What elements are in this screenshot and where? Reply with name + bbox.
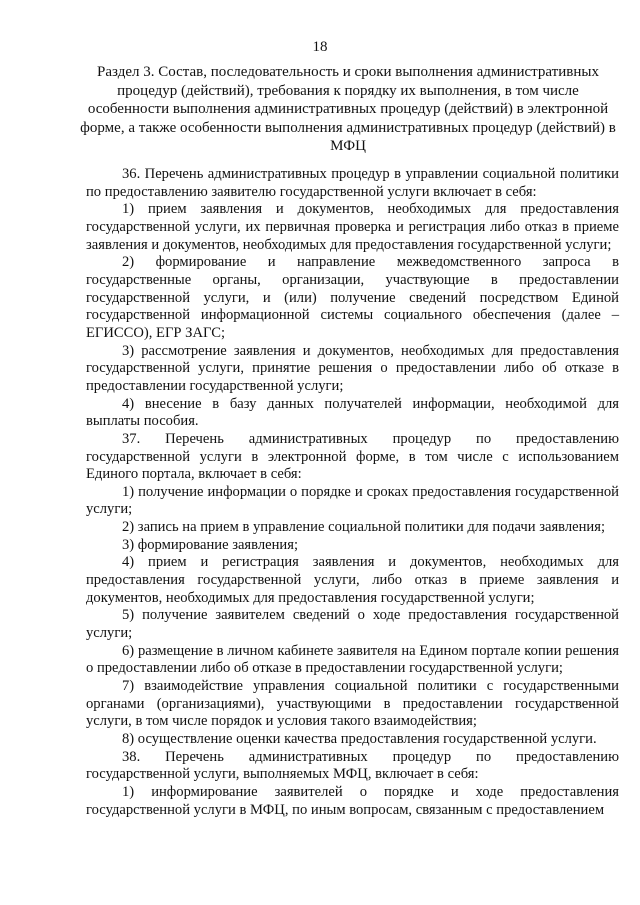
paragraph-38-item-1: 1) информирование заявителей о порядке и ходе предоставления государственной услуги в МФЦ, по иным вопросам, связанным с предоставлением	[86, 783, 619, 818]
paragraph-37-item-6: 6) размещение в личном кабинете заявителя на Едином портале копии решения о предоставлении либо об отказе в предоставлении государственной услуги;	[86, 642, 619, 677]
paragraph-37-item-2: 2) запись на прием в управление социальной политики для подачи заявления;	[122, 519, 606, 536]
paragraph-36: 36. Перечень административных процедур в управлении социальной политики по предоставлению заявителю государственной услуги включает в себя:	[86, 166, 619, 200]
paragraph-37-item-7: 7) взаимодействие управления социальной политики с государственными органами (организациями), участвующими в предоставлении государственной услуги, в том числе порядок и условия такого взаимодействия;	[86, 678, 619, 730]
paragraph-36-item-4: 4) внесение в базу данных получателей информации, необходимой для выплаты пособия.	[86, 395, 619, 430]
paragraph-36-item-1: 1) прием заявления и документов, необходимых для предоставления государственной услуги, их первичная проверка и регистрация либо отказ в приеме заявления и документов, необходимых для предоставления государственной услуги;	[86, 201, 619, 253]
paragraph-36-item-2: 2) формирование и направление межведомственного запроса в государственные органы, организации, участвующие в предоставлении государственной услуги, и (или) получение сведений посредством Единой государственной информационной системы социального обеспечения (далее – ЕГИССО), ЕГР ЗАГС;	[86, 254, 619, 341]
paragraph-36-item-3: 3) рассмотрение заявления и документов, необходимых для предоставления государственной услуги, принятие решения о предоставлении либо об отказе в предоставлении государственной услуги;	[86, 342, 619, 394]
paragraph-37-item-4: 4) прием и регистрация заявления и документов, необходимых для предоставления государственной услуги, либо отказ в приеме заявления и документов, необходимых для предоставления государственной услуги;	[86, 554, 619, 606]
document-body	[86, 166, 619, 819]
paragraph-37-item-5: 5) получение заявителем сведений о ходе предоставления государственной услуги;	[86, 607, 619, 642]
paragraph-38: 38. Перечень административных процедур по предоставлению государственной услуги, выполняемых МФЦ, включает в себя:	[86, 748, 619, 783]
paragraph-37-item-1: 1) получение информации о порядке и сроках предоставления государственной услуги;	[86, 483, 619, 518]
paragraph-37-item-3: 3) формирование заявления;	[122, 536, 298, 553]
page-number: 18	[312, 39, 328, 55]
section-heading: Раздел 3. Состав, последовательность и сроки выполнения административных процедур (действий), требования к порядку их выполнения, в том числе особенности выполнения административных процедур (действий) в электронной форме, а также особенности выполнения административных процедур (действий) в МФЦ	[80, 64, 616, 154]
paragraph-37: 37. Перечень административных процедур по предоставлению государственной услуги в электронной форме, в том числе с использованием Единого портала, включает в себя:	[86, 430, 619, 483]
paragraph-37-item-8: 8) осуществление оценки качества предоставления государственной услуги.	[122, 731, 597, 747]
